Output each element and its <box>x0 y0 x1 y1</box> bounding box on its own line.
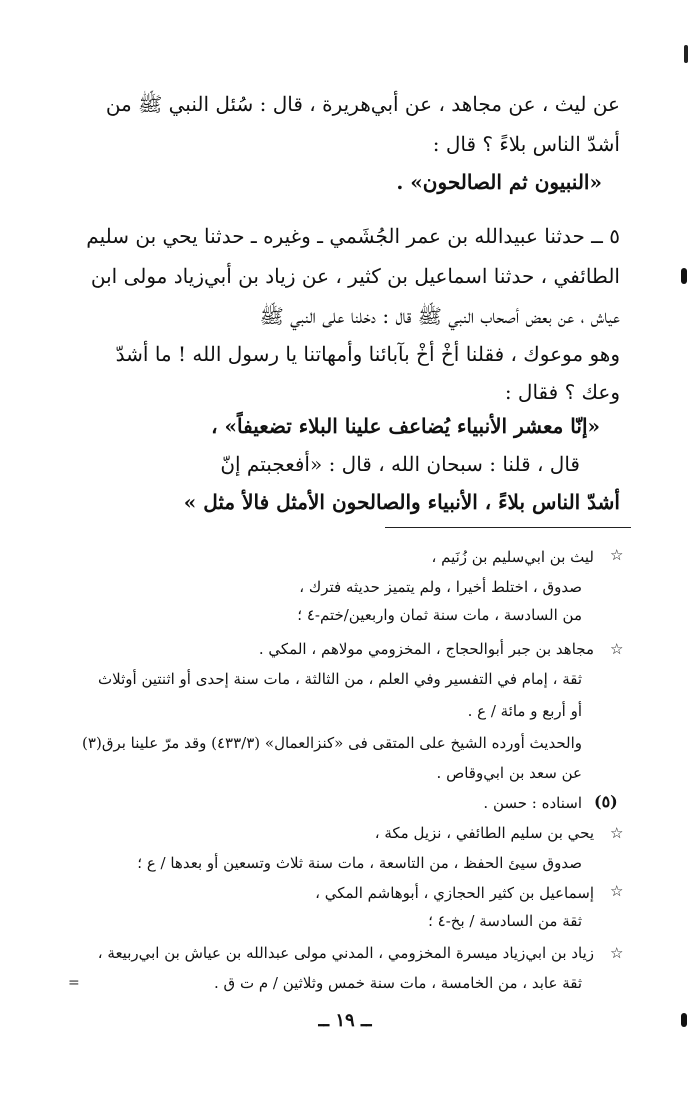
footnote-line: ثقة من السادسة / بخ-٤ ؛ <box>428 912 582 930</box>
main-text-line: أشدّ الناس بلاءً ، الأنبياء والصالحون الأمثل فالأ مثل » <box>183 490 620 514</box>
footnote-number: (٥) <box>594 792 618 811</box>
footnote-line: من السادسة ، مات سنة ثمان واربعين/ختم-٤ ؛ <box>297 606 582 624</box>
footnote-line: إسماعيل بن كثير الحجازي ، أبوهاشم المكي ، <box>315 884 594 902</box>
star-icon: ☆ <box>610 824 624 842</box>
footnote-line: صدوق ، اختلط أخيرا ، ولم يتميز حديثه فترك ، <box>299 578 582 596</box>
star-icon: ☆ <box>610 546 624 564</box>
footnote-line: مجاهد بن جبر أبوالحجاج ، المخزومي مولاهم ، المكي . <box>258 640 594 658</box>
edge-mark <box>681 268 687 284</box>
main-text-line: وهو موعوك ، فقلنا أخْ أخْ بآبائنا وأمهاتنا يا رسول الله ! ما أشدّ <box>115 342 620 366</box>
edge-mark <box>684 45 688 63</box>
footnote-line: أو أربع و مائة / ع . <box>467 702 582 720</box>
margin-mark: = <box>68 975 80 991</box>
main-text-line: أشدّ الناس بلاءً ؟ قال : <box>432 132 620 156</box>
footnote-line: والحديث أورده الشيخ على المتقى فى «كنزالعمال» (٤٣٣/٣) وقد مرّ علينا برق(٣) <box>82 734 582 752</box>
star-icon: ☆ <box>610 640 624 658</box>
footnote-line: ثقة عابد ، من الخامسة ، مات سنة خمس وثلاثين / م ت ق . <box>214 974 582 992</box>
footnote-divider <box>385 527 631 528</box>
footnote-line: اسناده : حسن . <box>483 794 582 812</box>
main-text-line: الطائفي ، حدثنا اسماعيل بن كثير ، عن زياد بن أبي‌زياد مولى ابن <box>90 264 620 288</box>
main-text-line: وعك ؟ فقال : <box>504 380 620 404</box>
footnote-line: ليث بن ابي‌سليم بن زُنَيم ، <box>431 548 594 566</box>
footnote-line: عن سعد بن ابي‌وقاص . <box>436 764 582 782</box>
main-text-line: «إنّا معشر الأنبياء يُضاعف علينا البلاء تضعيفاً» ، <box>211 414 600 438</box>
main-text-line: عن ليث ، عن مجاهد ، عن أبي‌هريرة ، قال : سُئل النبي ﷺ من <box>105 92 620 116</box>
star-icon: ☆ <box>610 882 624 900</box>
main-text-line: قال ، قلنا : سبحان الله ، قال : «أفعجبتم إنّ <box>220 452 580 476</box>
footnote-line: ثقة ، إمام في التفسير وفي العلم ، من الثالثة ، مات سنة إحدى أو اثنتين أوثلاث <box>98 670 582 688</box>
star-icon: ☆ <box>610 944 624 962</box>
footnote-line: زياد بن ابي‌زياد ميسرة المخزومي ، المدني مولى عبدالله بن عياش بن ابي‌ربيعة ، <box>97 944 594 962</box>
main-text-line: ٥ ــ حدثنا عبيدالله بن عمر الجُشَمي ـ وغيره ـ حدثنا يحي بن سليم <box>86 224 620 248</box>
page-number: ــ ١٩ ــ <box>318 1010 372 1031</box>
main-text-line: عياش ، عن بعض أصحاب النبي ﷺ قال : دخلنا على النبي ﷺ <box>259 304 620 328</box>
main-text-line: «النبيون ثم الصالحون» . <box>396 170 602 194</box>
footnote-line: يحي بن سليم الطائفي ، نزيل مكة ، <box>374 824 594 842</box>
footnote-line: صدوق سيئ الحفظ ، من التاسعة ، مات سنة ثلاث وتسعين أو بعدها / ع ؛ <box>137 854 582 872</box>
